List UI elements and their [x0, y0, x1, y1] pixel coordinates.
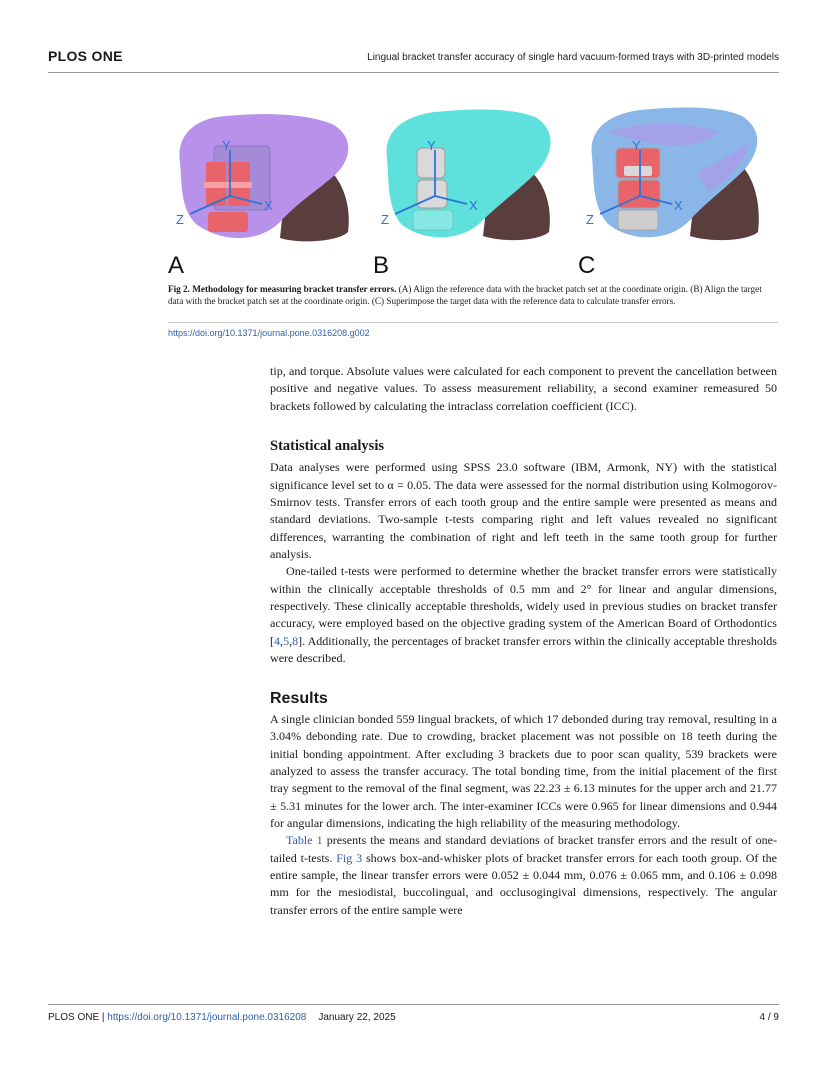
article-body	[270, 363, 777, 919]
panel-c-render	[578, 92, 778, 278]
y-axis-label: Y	[222, 138, 231, 153]
paragraph-results-2	[270, 832, 777, 919]
figure-2	[168, 92, 780, 278]
figure-panel-a	[168, 92, 368, 278]
z-axis-label: Z	[176, 212, 184, 227]
paragraph-stats-2	[270, 563, 777, 667]
ref-link-5[interactable]: 5	[283, 633, 290, 648]
ref-link-4[interactable]: 4	[274, 633, 281, 648]
bracket-slot	[204, 182, 252, 188]
bracket-body	[417, 180, 447, 208]
figure-panel-b	[373, 92, 573, 278]
panel-b-render	[373, 92, 573, 278]
paragraph-intro: tip, and torque. Absolute values were calculated for each component to prevent the cancellation between positive and negative values. To assess measurement reliability, a second examiner remeasured 50 brackets followed by calculating the intraclass correlation coefficient (ICC).	[270, 364, 777, 413]
panel-letter-b: B	[373, 252, 390, 279]
paragraph-results-1: A single clinician bonded 559 lingual brackets, of which 17 debonded during tray removal, resulting in a 3.04% debonding rate. Due to crowding, bracket placement was not possible on 18 teeth during the initial bonding appointment. After excluding 3 brackets due to poor scan quality, 539 brackets were analyzed to assess the transfer accuracy. The total bonding time, from the initial placement of the first tray segment to the removal of the final segment, was 22.23 ± 6.13 minutes for the upper arch and 21.77 ± 5.31 minutes for the lower arch. The inter-examiner ICCs were 0.965 for linear dimensions and 0.944 for angular dimensions, indicating the high reliability of the measuring methodology.	[270, 711, 777, 830]
figure-caption-label: Fig 2. Methodology for measuring bracket transfer errors.	[168, 284, 397, 294]
running-title: Lingual bracket transfer accuracy of single hard vacuum-formed trays with 3D-printed models	[367, 52, 779, 63]
footer-date: January 22, 2025	[318, 1012, 396, 1023]
footer-journal: PLOS ONE	[48, 1012, 100, 1023]
ref-separator: ,	[289, 633, 293, 648]
paragraph-text: shows box-and-whisker plots of bracket transfer errors for each tooth group. Of the entire sample, the linear transfer errors were 0.052 ± 0.044 mm, 0.076 ± 0.065 mm, and 0.106 ± 0.098 mm for the mesiodistal, buccolingual, and occlusogingival dimensions, respectively. The angular transfer errors of the entire sample were	[270, 850, 777, 917]
figure-panel-c	[578, 92, 778, 278]
z-axis-label: Z	[381, 212, 389, 227]
fig-3-link[interactable]: Fig 3	[336, 850, 363, 865]
heading-statistical-analysis: Statistical analysis	[270, 438, 384, 455]
header-divider	[48, 72, 779, 73]
footer-doi-link[interactable]: https://doi.org/10.1371/journal.pone.0316208	[107, 1012, 307, 1023]
bracket-base	[618, 210, 658, 230]
heading-results: Results	[270, 689, 328, 707]
caption-divider	[168, 322, 778, 323]
x-axis-label: X	[674, 198, 683, 213]
y-axis-label: Y	[632, 138, 641, 153]
paragraph-text: presents the means and standard deviations of bracket transfer errors and the result of one-tailed t-tests.	[270, 833, 777, 865]
paragraph-stats-1: Data analyses were performed using SPSS 23.0 software (IBM, Armonk, NY) with the statistical significance level set to α = 0.05. The data were assessed for the normal distribution using Kolmogorov-Smirnov tests. Transfer errors of each tooth group and the entire sample were presented as means and standard deviations. Two-sample t-tests comparing right and left values revealed no significant differences, warranting the combination of right and left teeth in the same tooth group for further analysis.	[270, 460, 777, 562]
figure-doi-link[interactable]: https://doi.org/10.1371/journal.pone.0316208.g002	[168, 328, 370, 338]
paragraph-text: ]. Additionally, the percentages of bracket transfer errors within the clinically acceptable thresholds were described.	[270, 633, 777, 666]
footer-separator: |	[99, 1012, 108, 1023]
figure-caption	[168, 284, 778, 307]
bracket-base	[413, 210, 453, 230]
ref-separator: ,	[280, 633, 284, 648]
footer-divider	[48, 1004, 779, 1005]
x-axis-label: X	[264, 198, 273, 213]
ref-link-8[interactable]: 8	[292, 633, 299, 648]
panel-a-render	[168, 92, 368, 278]
paragraph-text: One-tailed t-tests were performed to determine whether the bracket transfer errors were statistically within the clinically acceptable thresholds of 0.5 mm and 2° for linear and angular dimensions, respectively. These clinically acceptable thresholds, widely used in previous studies on bracket transfer accuracy, were employed based on the objective grading system of the American Board of Orthodontics [	[270, 564, 777, 648]
z-axis-label: Z	[586, 212, 594, 227]
footer	[48, 1012, 396, 1023]
bracket-slot	[624, 166, 652, 176]
table-1-link[interactable]: Table 1	[286, 833, 323, 848]
y-axis-label: Y	[427, 138, 436, 153]
figure-caption-text: (A) Align the reference data with the bracket patch set at the coordinate origin. (B) Align the target data with the bracket patch set at the coordinate origin. (C) Superimpose the target data with the reference data to calculate transfer errors.	[168, 284, 762, 306]
bracket-base	[208, 212, 248, 232]
x-axis-label: X	[469, 198, 478, 213]
journal-name: PLOS ONE	[48, 48, 123, 64]
page-number: 4 / 9	[759, 1012, 779, 1023]
panel-letter-a: A	[168, 252, 185, 279]
panel-letter-c: C	[578, 252, 596, 279]
